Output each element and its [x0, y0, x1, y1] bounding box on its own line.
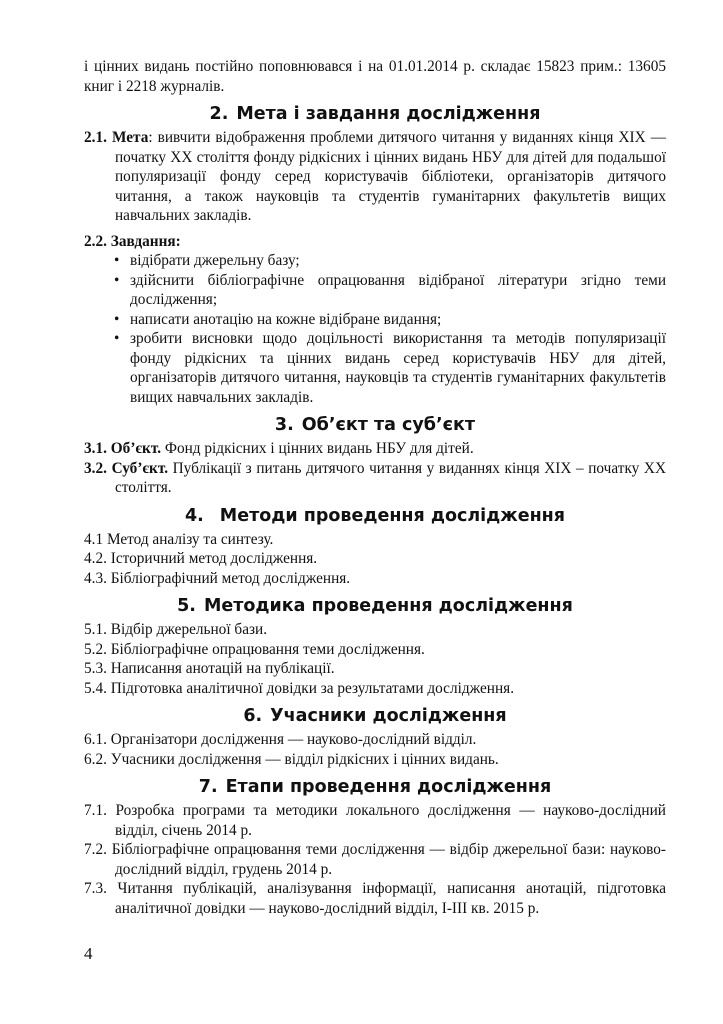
bullet-icon: • [114, 310, 120, 328]
subject-label: Суб’єкт. [111, 459, 169, 477]
section-4-heading [84, 505, 666, 527]
methodology-list [84, 620, 666, 698]
section-2-title: Мета і завдання дослідження [236, 104, 541, 124]
section-3-number: 3. [274, 415, 294, 435]
section-6-number: 6. [243, 706, 263, 726]
section-5-number: 5. [177, 596, 196, 616]
section-4-number: 4. [184, 505, 204, 526]
list-item: 7.3. Читання публікацій, аналізування інформації, написання анотацій, підготовка аналітичної довідки — науково-дослідний відділ, І-ІІІ кв. 2015 р. [84, 880, 666, 917]
object-text: Фонд рідкісних і цінних видань НБУ для дітей. [161, 440, 474, 457]
section-7-number: 7. [198, 777, 218, 797]
section-7-title: Етапи проведення дослідження [225, 777, 552, 797]
list-item: 6.1. Організатори дослідження — науково-дослідний відділ. [84, 731, 477, 748]
bullet-icon: • [114, 271, 120, 289]
section-3-title: Об’єкт та суб’єкт [301, 415, 476, 435]
task-item: • здійснити бібліографічне опрацювання відібраної літератури згідно теми дослідження; [114, 271, 666, 308]
object-item: 3.1. Об’єкт. Фонд рідкісних і цінних видань НБУ для дітей. [84, 440, 474, 457]
section-5-title: Методика проведення дослідження [203, 596, 573, 616]
subject-item: 3.2. Суб’єкт. Публікації з питань дитячого читання у виданнях кінця XIX – початку XX століття. [84, 459, 667, 496]
goal-text: : вивчити відображення проблеми дитячого читання у виданнях кінця XIX — початку XX століття фонду рідкісних і цінних видань НБУ для дітей для подальшої популяризації фонду серед користувачів бібліотеки, організаторів дитячого читання, а також науковців та студентів гуманітарних факультетів вищих навчальних закладів. [115, 129, 666, 224]
stages-list [84, 801, 666, 918]
list-item: 7.1. Розробка програми та методики локального дослідження — науково-дослідний відділ, січень 2014 р. [84, 802, 666, 839]
section-2-number: 2. [209, 104, 229, 124]
participants-list [84, 730, 666, 769]
section-3-heading [84, 414, 666, 436]
task-item: • зробити висновки щодо доцільності використання та методів популяризації фонду рідкісних та цінних видань серед користувачів НБУ для дітей, організаторів дитячого читання, науковців та студентів гуманітарних факультетів вищих навчальних закладів. [114, 330, 666, 406]
task-item: • відібрати джерельну базу; [114, 252, 300, 269]
tasks-list [84, 251, 666, 407]
task-item: • написати анотацію на кожне відібране видання; [114, 310, 442, 328]
tasks-label: Завдання: [110, 232, 181, 250]
subject-text: Публікації з питань дитячого читання у виданнях кінця XIX – початку XX століття. [115, 459, 667, 496]
goal-number: 2.1. [84, 129, 107, 146]
section-4-title: Методи проведення дослідження [219, 505, 566, 526]
list-item: 6.2. Учасники дослідження — відділ рідкісних і цінних видань. [84, 750, 499, 768]
section-6-title: Учасники дослідження [270, 706, 507, 726]
document-page [84, 57, 666, 918]
list-item: 5.2. Бібліографічне опрацювання теми дослідження. [84, 640, 425, 658]
list-item: 4.2. Історичний метод дослідження. [84, 550, 318, 567]
page-number: 4 [84, 944, 93, 963]
list-item: 4.1 Метод аналізу та синтезу. [84, 530, 274, 548]
list-item: 5.4. Підготовка аналітичної довідки за результатами дослідження. [84, 679, 515, 697]
bullet-icon: • [114, 252, 120, 269]
intro-paragraph: і цінних видань постійно поповнювався і на 01.01.2014 р. складає 15823 прим.: 13605 книг і 2218 журналів. [84, 58, 666, 95]
object-label: Об’єкт. [110, 440, 162, 457]
section-6-heading [84, 705, 666, 727]
tasks-heading [84, 232, 666, 252]
list-item: 4.3. Бібліографічний метод дослідження. [84, 569, 351, 587]
goal-label: Мета [111, 129, 149, 146]
methods-list [84, 530, 666, 589]
section-7-heading [84, 776, 666, 798]
list-item: 7.2. Бібліографічне опрацювання теми дослідження — відбір джерельної бази: науково-дослідний відділ, грудень 2014 р. [84, 841, 666, 878]
section-5-heading [84, 595, 666, 617]
tasks-number: 2.2. [84, 232, 107, 250]
goal-paragraph [84, 128, 666, 226]
bullet-icon: • [114, 330, 120, 347]
section-2-heading [84, 103, 666, 125]
list-item: 5.1. Відбір джерельної бази. [84, 621, 268, 638]
list-item: 5.3. Написання анотацій на публікації. [84, 660, 335, 677]
